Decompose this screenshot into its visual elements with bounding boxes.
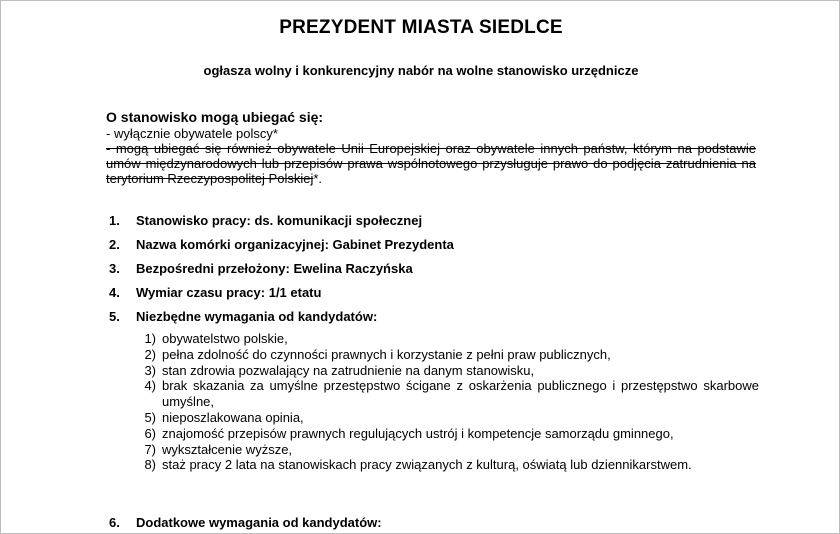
document-title: PREZYDENT MIASTA SIEDLCE xyxy=(279,17,563,38)
requirement-item xyxy=(129,378,759,410)
section-number: 6. xyxy=(109,515,120,530)
section-item xyxy=(109,237,759,253)
requirement-number: 5) xyxy=(144,409,156,425)
section-item-additional xyxy=(109,515,382,530)
eligibility-line-eu xyxy=(106,141,756,186)
requirement-text: brak skazania za umyślne przestępstwo ścigane z oskarżenia publicznego i przestępstwo skarbowe umyślne, xyxy=(162,378,759,410)
requirement-number: 2) xyxy=(144,346,156,362)
section-item xyxy=(109,261,759,277)
requirement-number: 3) xyxy=(144,362,156,378)
requirement-item xyxy=(129,442,759,458)
eligibility-heading: O stanowisko mogą ubiegać się: xyxy=(106,109,324,125)
requirement-item xyxy=(129,347,759,363)
requirement-text: stan zdrowia pozwalający na zatrudnienie na danym stanowisku, xyxy=(162,362,535,378)
requirement-text: staż pracy 2 lata na stanowiskach pracy związanych z kulturą, oświatą lub dziennikarstwem. xyxy=(162,457,692,473)
sections-list xyxy=(109,213,759,473)
section-text: Bezpośredni przełożony: Ewelina Raczyńska xyxy=(136,261,413,276)
requirement-text: obywatelstwo polskie, xyxy=(162,331,288,346)
section-number: 4. xyxy=(109,285,120,300)
section-text: Niezbędne wymagania od kandydatów: xyxy=(136,309,378,324)
section-item xyxy=(109,309,759,325)
eligibility-line-eu-tail: *. xyxy=(313,171,323,186)
section-number: 3. xyxy=(109,261,120,276)
section-number: 5. xyxy=(109,309,120,324)
requirement-text: nieposzlakowana opinia, xyxy=(162,409,304,425)
section-number: 1. xyxy=(109,213,120,228)
eligibility-line-polish: - wyłącznie obywatele polscy* xyxy=(106,126,278,141)
requirements-list xyxy=(129,331,759,473)
requirement-item xyxy=(129,426,759,442)
requirement-item xyxy=(129,331,759,347)
requirement-text: pełna zdolność do czynności prawnych i korzystanie z pełni praw publicznych, xyxy=(162,346,611,362)
section-number: 2. xyxy=(109,237,120,252)
requirement-number: 1) xyxy=(144,331,156,346)
requirement-number: 6) xyxy=(144,425,156,441)
requirement-item xyxy=(129,457,759,473)
document-subtitle: ogłasza wolny i konkurencyjny nabór na wolne stanowisko urzędnicze xyxy=(203,63,639,78)
section-text: Wymiar czasu pracy: 1/1 etatu xyxy=(136,285,322,300)
section-text: Stanowisko pracy: ds. komunikacji społecznej xyxy=(136,213,423,228)
section-item xyxy=(109,285,759,301)
requirement-number: 7) xyxy=(144,441,156,457)
eligibility-block xyxy=(106,108,756,186)
section-text: Dodatkowe wymagania od kandydatów: xyxy=(136,515,382,530)
requirement-item xyxy=(129,363,759,379)
requirement-number: 8) xyxy=(144,457,156,473)
section-item xyxy=(109,213,759,229)
requirement-number: 4) xyxy=(144,378,156,394)
requirement-text: znajomość przepisów prawnych regulujących ustrój i kompetencje samorządu gminnego, xyxy=(162,425,674,441)
requirement-item xyxy=(129,410,759,426)
section-text: Nazwa komórki organizacyjnej: Gabinet Prezydenta xyxy=(136,237,454,252)
requirement-text: wykształcenie wyższe, xyxy=(162,441,293,457)
eligibility-line-eu-struck: - mogą ubiegać się również obywatele Unii Europejskiej oraz obywatele innych państw, którym na podstawie umów międzynarodowych lub przepisów prawa wspólnotowego przysługuje prawo do podjęcia zatrudnienia na terytorium Rzeczypospolitej Polskiej xyxy=(106,141,756,186)
